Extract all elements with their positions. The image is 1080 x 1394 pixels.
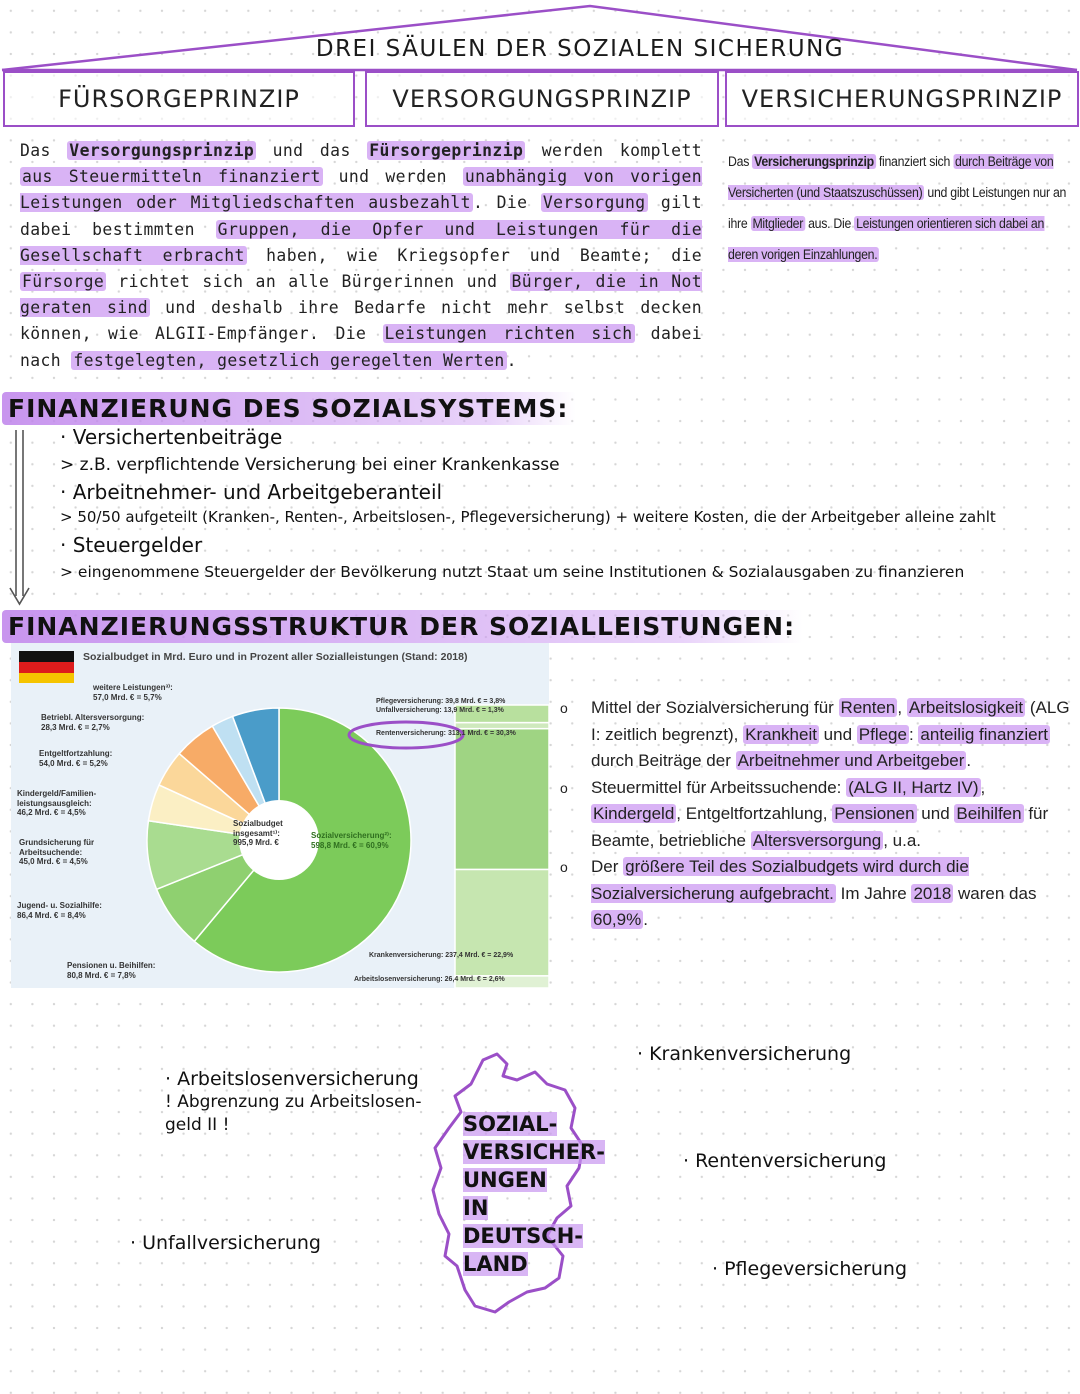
arrow-down-icon	[8, 428, 38, 608]
highlighted-text: Fürsorgeprinzip	[369, 141, 524, 160]
financing-line: · Arbeitnehmer- und Arbeitgeberanteil	[60, 480, 443, 504]
financing-line: > z.B. verpflichtende Versicherung bei einer Krankenkasse	[60, 455, 560, 475]
text-segment: . Die	[472, 193, 541, 213]
highlighted-text: Arbeitnehmer und Arbeitgeber	[737, 751, 965, 770]
highlighted-text: Pensionen	[834, 804, 915, 823]
slice-label: Jugend- u. Sozialhilfe: 86,4 Mrd. € = 8,4%	[17, 901, 102, 920]
breakdown-label: Krankenversicherung: 237,4 Mrd. € = 22,9%	[369, 952, 514, 959]
breakdown-label: Arbeitslosenversicherung: 26,4 Mrd. € = 2,6%	[354, 976, 505, 983]
slice-label: weitere Leistungen³⁾: 57,0 Mrd. € = 5,7%	[93, 683, 173, 702]
text-segment: .	[506, 350, 517, 370]
mind-uv: · Unfallversicherung	[130, 1232, 321, 1254]
list-item	[560, 854, 1076, 934]
center-label: Sozialbudget insgesamt¹⁾: 995,9 Mrd. €	[233, 819, 283, 847]
text-segment: :	[908, 724, 919, 744]
pillar-label: VERSICHERUNGSPRINZIP	[741, 85, 1063, 113]
text-segment: .	[643, 910, 648, 929]
text-segment: Mittel der Sozialversicherung für	[591, 698, 839, 717]
text-segment: haben, wie Kriegsopfer und Beamte; die	[246, 245, 702, 265]
breakdown-label: Pflegeversicherung: 39,8 Mrd. € = 3,8%	[376, 698, 506, 705]
sozialversicherung-label: Sozialversicherung²⁾: 598,8 Mrd. € = 60,9%	[311, 831, 392, 850]
text-segment: , u.a.	[883, 830, 922, 850]
highlighted-text: unabhängig von vorigen Leistungen oder Mitgliedschaften ausbezahlt	[20, 167, 702, 213]
highlighted-text: Bürger, die in Not geraten sind	[20, 272, 703, 318]
text-segment: für Beamte, betriebliche	[591, 804, 1049, 850]
text-segment: ,	[980, 777, 986, 797]
pillar-versicherung	[725, 71, 1079, 127]
text-segment: durch Beiträge der	[591, 751, 736, 770]
mind-alv: · Arbeitslosenversicherung ! Abgrenzung zu Arbeitslosen- geld II !	[165, 1068, 422, 1135]
slice-label: Betriebl. Altersversorgung: 28,3 Mrd. € = 2,7%	[41, 713, 145, 732]
highlighted-text: Mitglieder	[752, 216, 804, 231]
slice-label: Entgeltfortzahlung: 54,0 Mrd. € = 5,2%	[39, 749, 113, 768]
highlighted-text: 2018	[913, 883, 952, 903]
sozialbudget-chart	[11, 643, 549, 988]
financing-line: · Versichertenbeiträge	[60, 425, 283, 449]
text-segment: (ALG I: zeitlich begrenzt),	[591, 698, 1070, 744]
highlighted-text: (ALG II, Hartz IV)	[848, 777, 979, 797]
highlighted-text: Versicherungsprinzip	[754, 154, 874, 169]
mind-pv: · Pflegeversicherung	[712, 1258, 908, 1280]
text-segment: Im Jahre	[835, 883, 912, 903]
financing-line: > eingenommene Steuergelder der Bevölkerung nutzt Staat um seine Institutionen & Sozialausgaben zu finanzieren	[60, 563, 965, 581]
highlighted-text: Versorgungsprinzip	[69, 141, 255, 160]
highlighted-text: durch Beiträge von Versicherten (und Staatszuschüssen)	[728, 154, 1054, 200]
breakdown-bar	[455, 723, 549, 729]
highlighted-text: Pflege	[858, 724, 907, 744]
text-segment: und werden	[322, 167, 463, 187]
list-item	[560, 775, 1076, 855]
mind-kv: · Krankenversicherung	[637, 1043, 852, 1065]
highlighted-text: Gruppen, die Opfer und Leistungen für die Gesellschaft erbracht	[20, 219, 702, 265]
slice-label: Kindergeld/Familien-leistungsausgleich: 46,2 Mrd. € = 4,5%	[17, 789, 97, 817]
breakdown-label: Unfallversicherung: 13,9 Mrd. € = 1,3%	[376, 707, 504, 714]
slice-label: Grundsicherung für Arbeitsuchende: 45,0 Mrd. € = 4,5%	[19, 838, 95, 866]
text-segment: und gibt Leistungen nur an ihre	[728, 185, 1067, 231]
highlighted-text: aus Steuermitteln finanziert	[22, 167, 321, 187]
highlighted-text: Versorgung	[542, 193, 646, 213]
text-segment: Das	[20, 141, 68, 160]
text-segment: finanziert sich	[875, 154, 954, 169]
breakdown-bar	[455, 729, 549, 870]
text-segment: und	[916, 804, 955, 823]
pillar-fuersorge	[3, 71, 355, 127]
text-segment: gilt dabei bestimmten	[20, 193, 703, 239]
structure-heading: FINANZIERUNGSSTRUKTUR DER SOZIALLEISTUNGEN:	[2, 610, 803, 643]
highlighted-text: Renten	[840, 698, 896, 717]
text-segment: und	[818, 724, 857, 744]
highlighted-text: Beihilfen	[956, 804, 1022, 823]
highlighted-text: Arbeitslosigkeit	[908, 698, 1024, 717]
mindmap-center: SOZIAL- VERSICHER- UNGEN IN DEUTSCH- LAND	[463, 1112, 605, 1276]
list-item	[560, 695, 1076, 775]
versorgung-fuersorge-text	[20, 138, 702, 374]
text-segment: Das	[728, 154, 753, 169]
text-segment: dabei nach	[20, 324, 703, 370]
highlighted-text: Kindergeld	[593, 804, 675, 823]
text-segment: .	[966, 751, 972, 770]
structure-bullets	[560, 695, 1076, 934]
versicherung-text	[728, 146, 1073, 270]
pillar-label: VERSORGUNGSPRINZIP	[392, 85, 692, 113]
bullet-icon: o	[560, 700, 568, 716]
text-segment: Steuermittel für Arbeitssuchende:	[591, 777, 847, 797]
highlighted-text: Fürsorge	[22, 272, 105, 292]
highlighted-text: Leistungen orientieren sich dabei an deren vorigen Einzahlungen.	[728, 216, 1045, 262]
highlighted-text: 60,9%	[593, 910, 642, 929]
text-segment: werden komplett	[525, 141, 702, 160]
financing-heading: FINANZIERUNG DES SOZIALSYSTEMS:	[2, 392, 576, 425]
text-segment: richtet sich an alle Bürgerinnen und	[106, 272, 510, 292]
highlighted-text: festgelegten, gesetzlich geregelten Werten	[73, 350, 505, 370]
highlighted-text: Krankheit	[745, 724, 817, 744]
highlighted-text: Leistungen richten sich	[384, 324, 633, 344]
text-segment: und das	[256, 141, 368, 160]
highlighted-text: größere Teil des Sozialbudgets wird durch die Sozialversicherung aufgebracht.	[591, 857, 969, 903]
slice-label: Pensionen u. Beihilfen: 80,8 Mrd. € = 7,8%	[67, 961, 156, 980]
pillar-label: FÜRSORGEPRINZIP	[58, 85, 300, 113]
text-segment: waren das	[953, 883, 1037, 903]
bullet-icon: o	[560, 779, 568, 796]
text-segment: und deshalb ihre Bedarfe nicht mehr selbst decken können, wie ALGII-Empfänger. Die	[20, 298, 703, 344]
page-title: DREI SÄULEN DER SOZIALEN SICHERUNG	[315, 36, 845, 62]
text-segment: , Entgeltfortzahlung,	[676, 804, 833, 823]
text-segment: Der	[591, 857, 624, 876]
chart-title: Sozialbudget in Mrd. Euro und in Prozent aller Sozialleistungen (Stand: 2018)	[83, 651, 468, 663]
financing-line: > 50/50 aufgeteilt (Kranken-, Renten-, Arbeitslosen-, Pflegeversicherung) + weitere Kosten, die der Arbeitgeber alleine zahlt	[60, 508, 996, 526]
bullet-icon: o	[560, 859, 568, 875]
pillar-versorgung	[365, 71, 719, 127]
highlighted-text: Altersversorgung	[752, 830, 882, 850]
financing-line: · Steuergelder	[60, 533, 203, 557]
breakdown-label: Rentenversicherung: 313,1 Mrd. € = 30,3%	[376, 730, 516, 737]
mind-rv: · Rentenversicherung	[683, 1150, 887, 1172]
text-segment: ,	[897, 698, 907, 717]
text-segment: aus. Die	[804, 216, 855, 231]
highlighted-text: anteilig finanziert	[920, 724, 1048, 744]
